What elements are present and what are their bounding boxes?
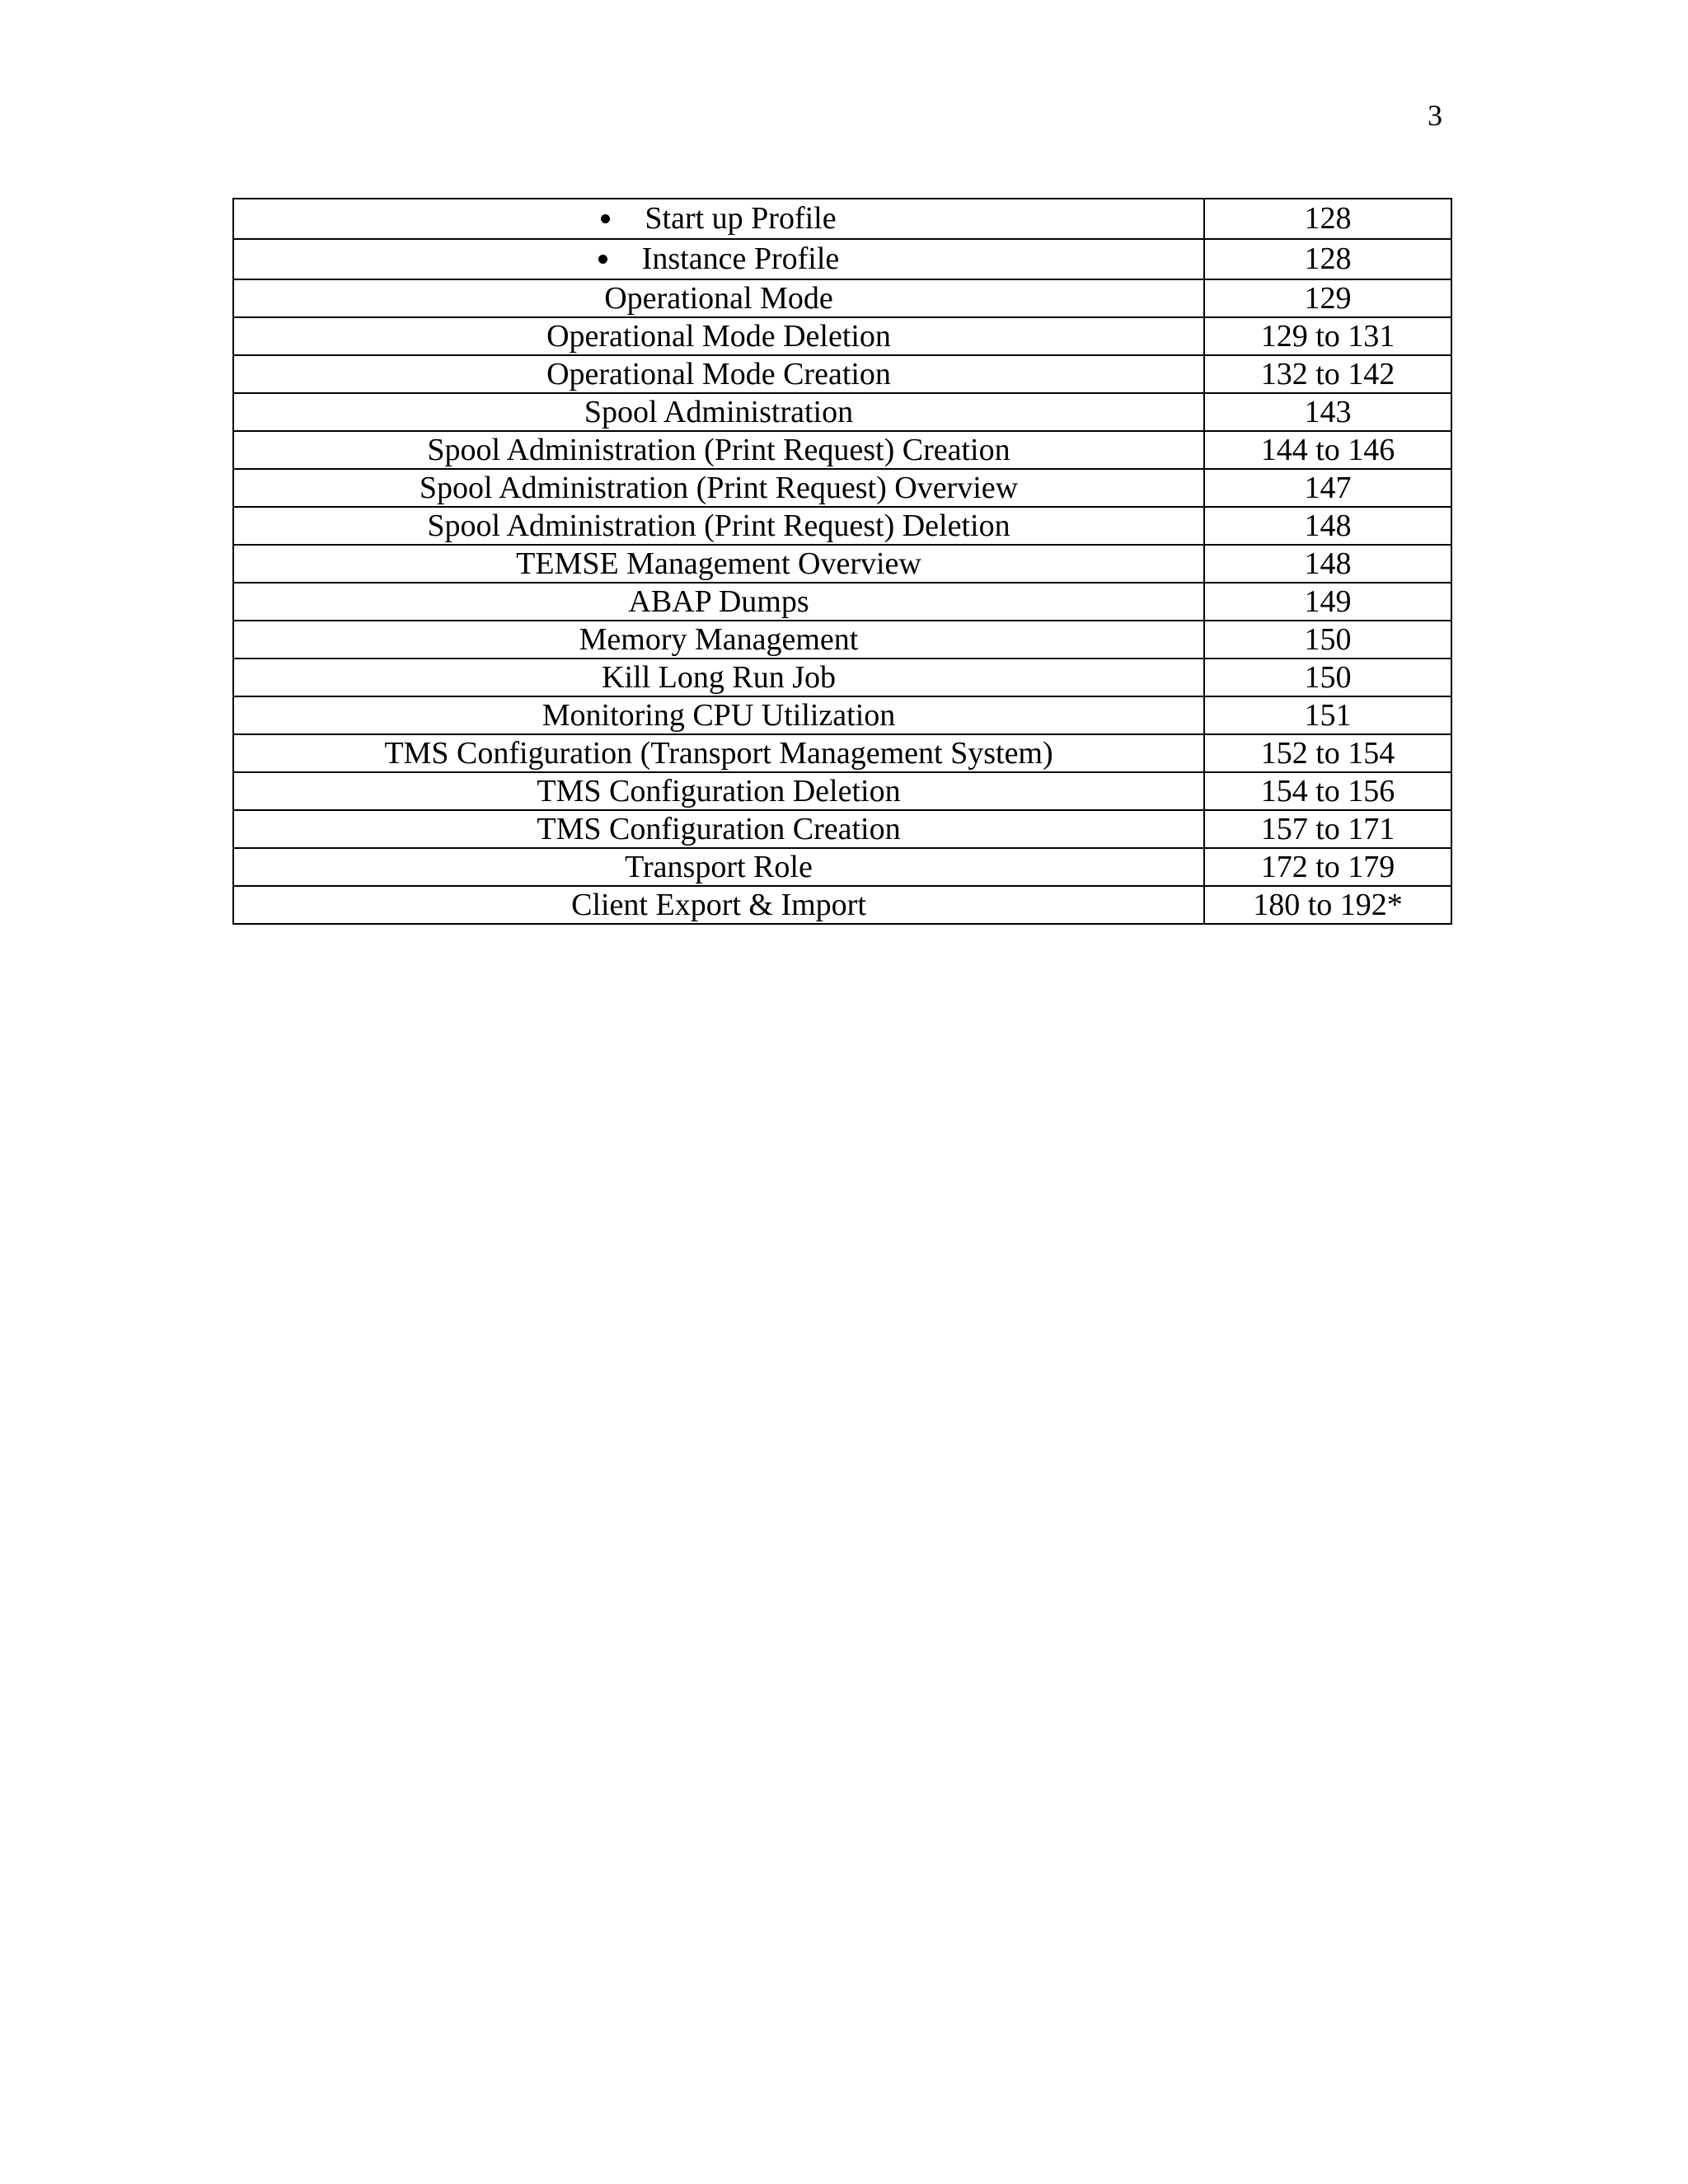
- toc-page-range: 172 to 179: [1204, 848, 1451, 886]
- toc-topic-wrapper: [516, 546, 921, 582]
- table-row: [233, 621, 1451, 658]
- toc-topic-cell: [233, 734, 1204, 772]
- bullet-icon: [601, 214, 610, 223]
- toc-topic-wrapper: [427, 432, 1010, 468]
- toc-topic-label: TMS Configuration Creation: [537, 812, 901, 846]
- table-row: [233, 239, 1451, 279]
- toc-topic-wrapper: [601, 199, 836, 238]
- toc-page-range: 129 to 131: [1204, 317, 1451, 355]
- toc-topic-wrapper: [546, 356, 891, 392]
- toc-topic-cell: [233, 199, 1204, 239]
- table-row: [233, 279, 1451, 317]
- toc-topic-cell: [233, 658, 1204, 696]
- toc-topic-label: Transport Role: [625, 850, 813, 884]
- table-row: [233, 199, 1451, 239]
- toc-page-range: 157 to 171: [1204, 810, 1451, 848]
- table-row: [233, 658, 1451, 696]
- toc-page-range: 144 to 146: [1204, 431, 1451, 469]
- toc-topic-label: Memory Management: [579, 622, 859, 657]
- toc-page-range: 132 to 142: [1204, 355, 1451, 393]
- toc-topic-cell: [233, 317, 1204, 355]
- table-row: [233, 469, 1451, 507]
- toc-page-range: 148: [1204, 545, 1451, 583]
- toc-topic-cell: [233, 772, 1204, 810]
- table-row: [233, 772, 1451, 810]
- toc-page-range: 149: [1204, 583, 1451, 621]
- table-row: [233, 886, 1451, 924]
- table-of-contents: [232, 198, 1452, 925]
- toc-page-range: 128: [1204, 239, 1451, 279]
- toc-topic-wrapper: [584, 394, 853, 430]
- toc-topic-label: Start up Profile: [645, 201, 837, 236]
- table-row: [233, 317, 1451, 355]
- toc-topic-label: Spool Administration (Print Request) Deletion: [427, 509, 1010, 543]
- toc-topic-wrapper: [602, 659, 836, 696]
- toc-topic-label: TEMSE Management Overview: [516, 546, 921, 581]
- toc-topic-cell: [233, 696, 1204, 734]
- toc-topic-label: Client Export & Import: [571, 888, 866, 922]
- toc-topic-label: ABAP Dumps: [628, 584, 809, 619]
- table-row: [233, 431, 1451, 469]
- toc-page-range: 129: [1204, 279, 1451, 317]
- toc-topic-wrapper: [625, 849, 813, 885]
- toc-topic-wrapper: [546, 318, 891, 354]
- toc-topic-cell: [233, 507, 1204, 545]
- toc-page-range: 152 to 154: [1204, 734, 1451, 772]
- toc-page-range: 143: [1204, 393, 1451, 431]
- toc-topic-cell: [233, 279, 1204, 317]
- table-row: [233, 810, 1451, 848]
- toc-page-range: 147: [1204, 469, 1451, 507]
- toc-topic-label: Operational Mode Deletion: [546, 319, 891, 354]
- toc-page-range: 128: [1204, 199, 1451, 239]
- table-row: [233, 393, 1451, 431]
- toc-topic-wrapper: [537, 811, 900, 847]
- toc-topic-cell: [233, 355, 1204, 393]
- toc-topic-cell: [233, 469, 1204, 507]
- table-row: [233, 507, 1451, 545]
- toc-topic-wrapper: [598, 240, 840, 279]
- toc-topic-wrapper: [384, 735, 1053, 771]
- toc-topic-cell: [233, 848, 1204, 886]
- toc-topic-cell: [233, 886, 1204, 924]
- toc-topic-label: Instance Profile: [641, 241, 840, 276]
- table-row: [233, 583, 1451, 621]
- table-row: [233, 734, 1451, 772]
- toc-topic-cell: [233, 393, 1204, 431]
- toc-topic-wrapper: [420, 470, 1018, 506]
- toc-topic-wrapper: [628, 583, 809, 620]
- toc-page-range: 150: [1204, 621, 1451, 658]
- toc-page-range: 150: [1204, 658, 1451, 696]
- toc-topic-cell: [233, 810, 1204, 848]
- toc-topic-label: Monitoring CPU Utilization: [542, 698, 896, 733]
- toc-page-range: 151: [1204, 696, 1451, 734]
- toc-topic-cell: [233, 239, 1204, 279]
- toc-topic-wrapper: [542, 697, 896, 733]
- toc-page-range: 148: [1204, 507, 1451, 545]
- bullet-icon: [598, 255, 607, 264]
- toc-topic-wrapper: [579, 621, 859, 658]
- toc-topic-label: TMS Configuration Deletion: [537, 774, 901, 808]
- toc-page-range: 154 to 156: [1204, 772, 1451, 810]
- toc-topic-wrapper: [537, 773, 900, 809]
- toc-topic-cell: [233, 431, 1204, 469]
- table-row: [233, 355, 1451, 393]
- toc-body: [233, 199, 1451, 924]
- toc-topic-cell: [233, 621, 1204, 658]
- toc-topic-cell: [233, 583, 1204, 621]
- toc-page-range: 180 to 192*: [1204, 886, 1451, 924]
- table-row: [233, 848, 1451, 886]
- toc-topic-label: Operational Mode Creation: [546, 357, 891, 391]
- toc-topic-label: Kill Long Run Job: [602, 660, 836, 695]
- toc-topic-wrapper: [571, 887, 866, 923]
- toc-topic-label: Operational Mode: [604, 281, 833, 316]
- toc-topic-wrapper: [427, 508, 1010, 544]
- page-number: 3: [1428, 99, 1442, 132]
- toc-topic-label: Spool Administration: [584, 395, 854, 429]
- toc-topic-label: Spool Administration (Print Request) Overview: [419, 471, 1019, 505]
- table-row: [233, 545, 1451, 583]
- toc-topic-cell: [233, 545, 1204, 583]
- table-row: [233, 696, 1451, 734]
- toc-topic-label: TMS Configuration (Transport Management System): [384, 736, 1053, 771]
- toc-topic-label: Spool Administration (Print Request) Creation: [427, 433, 1010, 467]
- toc-topic-wrapper: [604, 280, 833, 316]
